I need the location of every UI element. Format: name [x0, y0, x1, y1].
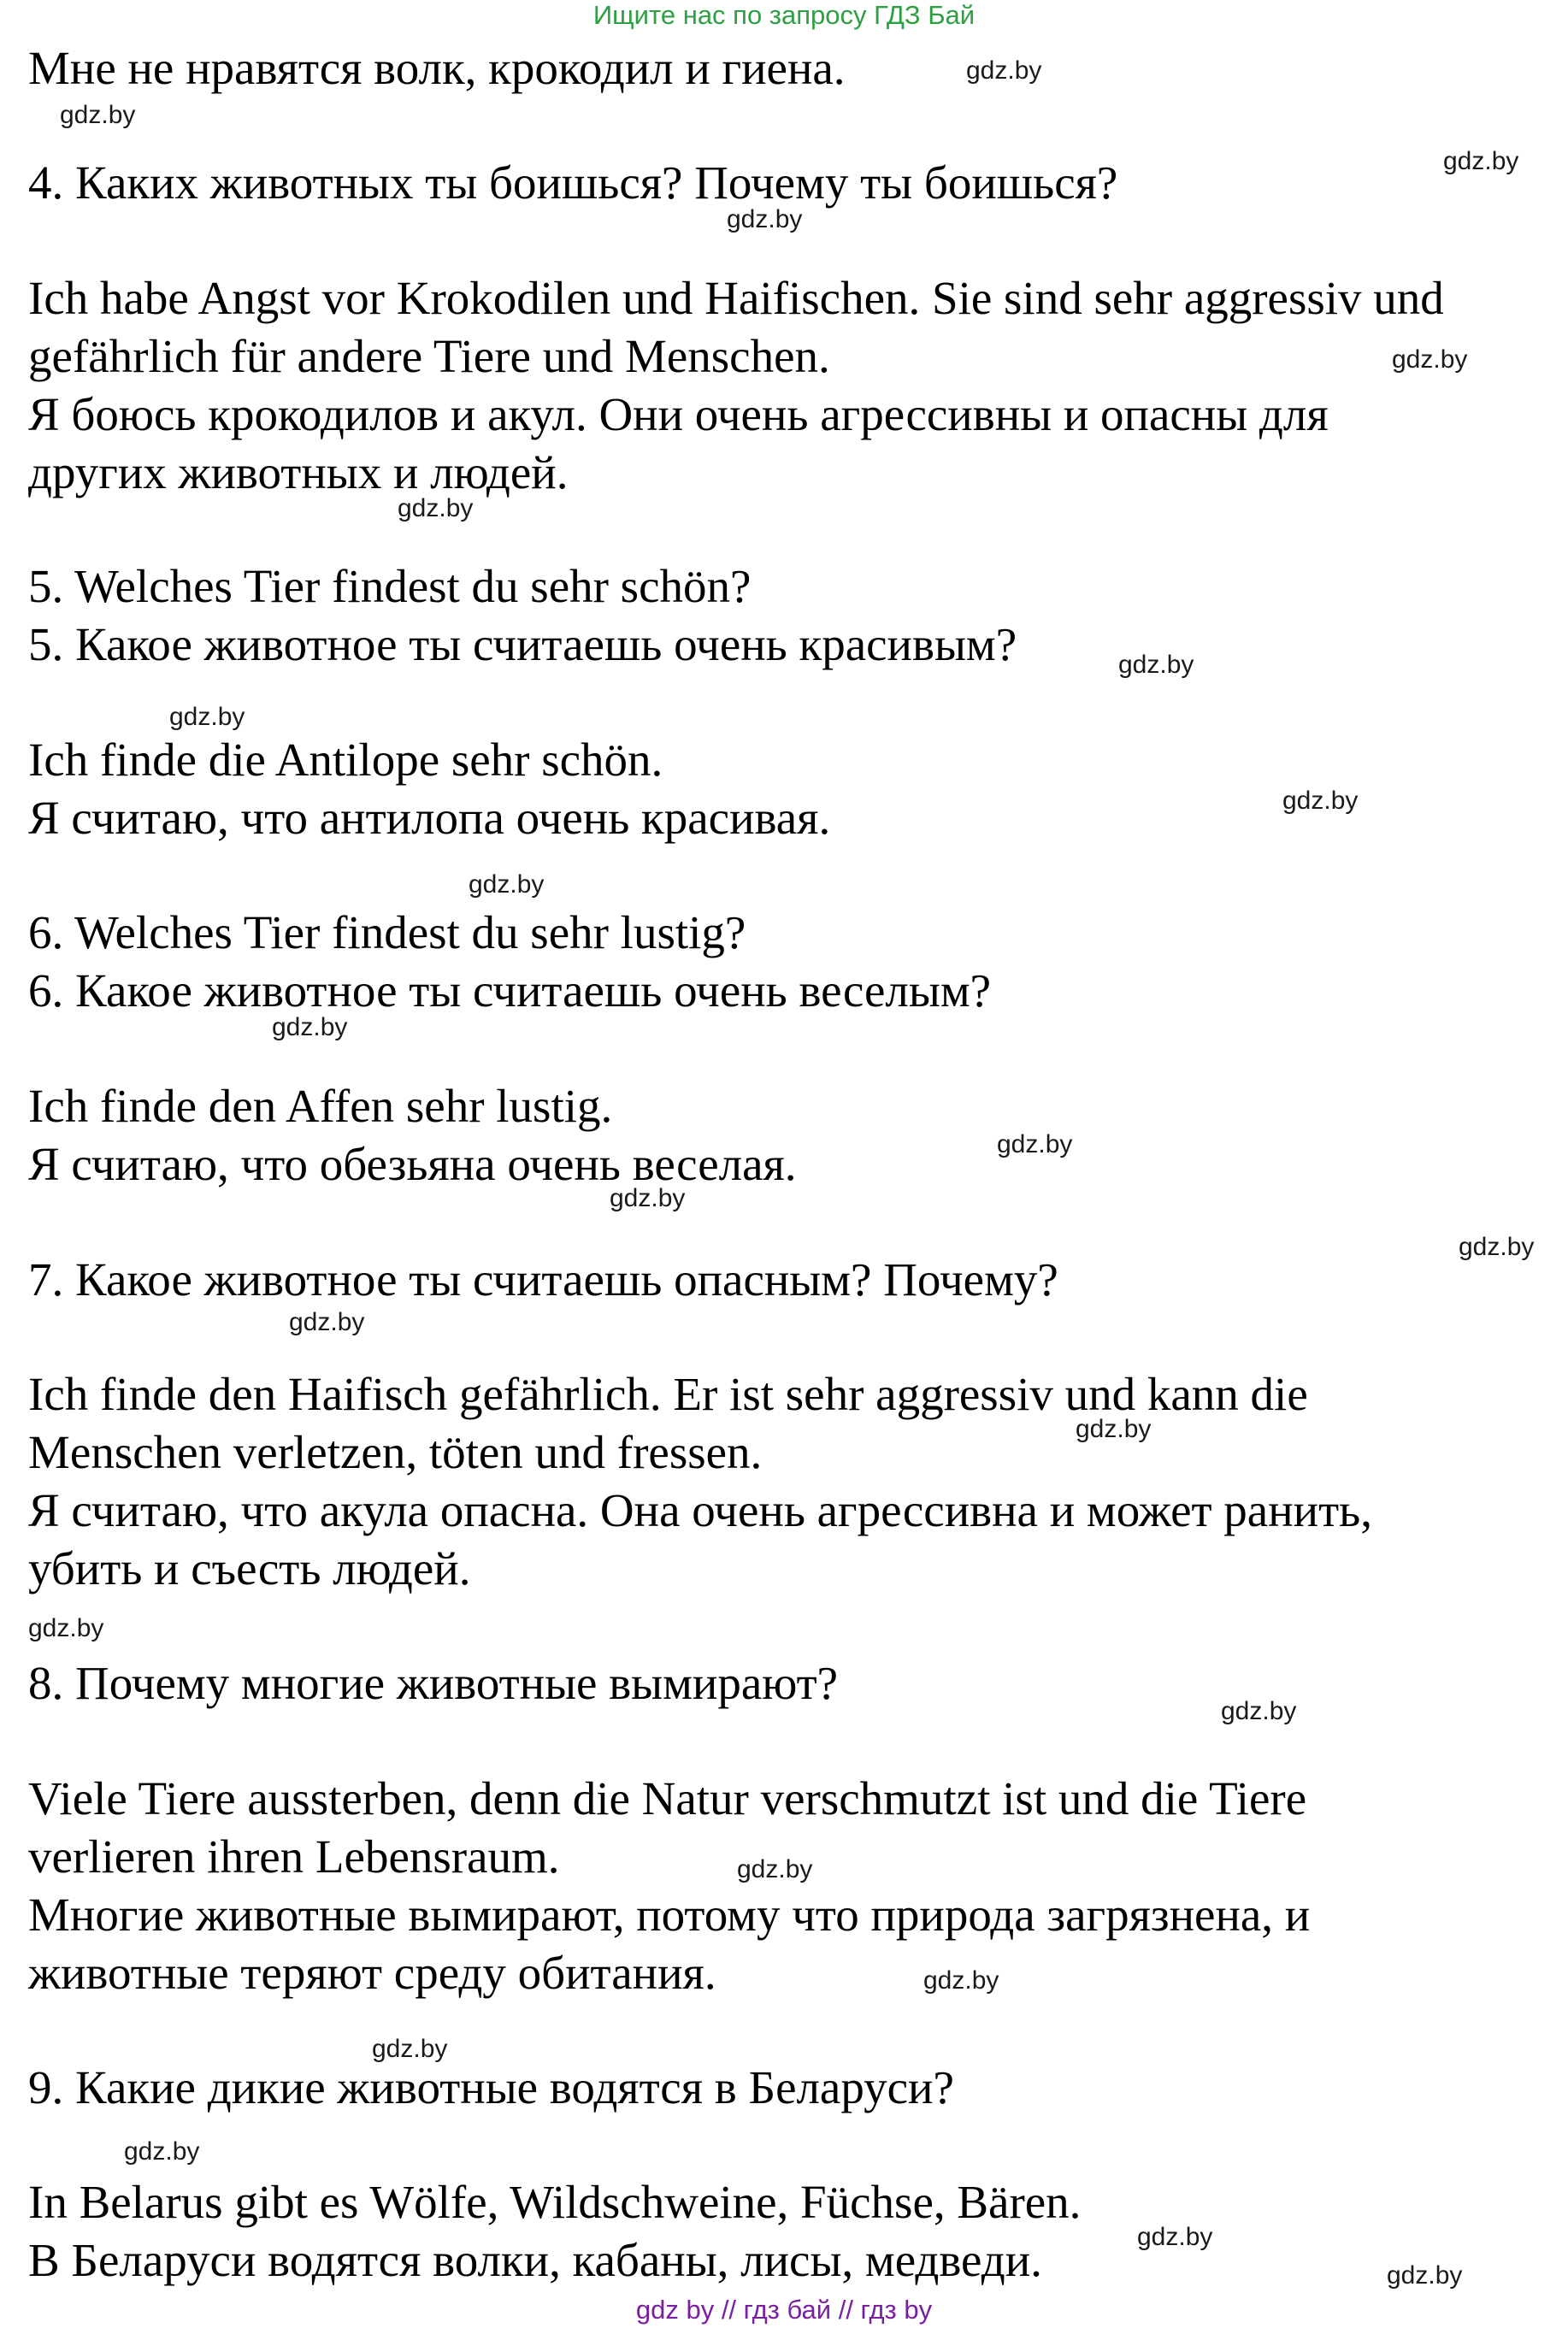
footer-links: gdz by // гдз бай // гдз by: [635, 2295, 933, 2325]
answer-line: Я считаю, что акула опасна. Она очень агрессивна и может ранить,: [28, 1484, 1372, 1536]
top-banner: Ищите нас по запросу ГДЗ Бай: [592, 0, 976, 30]
watermark: gdz.by: [1137, 2223, 1213, 2251]
answer-line: других животных и людей.: [28, 446, 569, 498]
answer-line: gefährlich für andere Tiere und Menschen.: [28, 330, 830, 382]
answer-line: Menschen verletzen, töten und fressen.: [28, 1426, 763, 1478]
watermark: gdz.by: [1282, 787, 1359, 815]
watermark: gdz.by: [966, 56, 1042, 85]
watermark: gdz.by: [272, 1013, 348, 1041]
watermark: gdz.by: [169, 703, 245, 731]
answer-line: Ich finde die Antilope sehr schön.: [28, 734, 663, 786]
watermark: gdz.by: [1076, 1415, 1152, 1443]
watermark: gdz.by: [60, 101, 136, 129]
watermark: gdz.by: [28, 1614, 104, 1642]
question-line: 8. Почему многие животные вымирают?: [28, 1657, 839, 1709]
question-line: 6. Welches Tier findest du sehr lustig?: [28, 906, 746, 958]
watermark: gdz.by: [997, 1130, 1073, 1158]
watermark: gdz.by: [124, 2137, 200, 2166]
answer-line: животные теряют среду обитания.: [28, 1947, 716, 1999]
watermark: gdz.by: [737, 1855, 813, 1883]
watermark: gdz.by: [610, 1184, 686, 1212]
watermark: gdz.by: [1118, 651, 1194, 679]
watermark: gdz.by: [727, 205, 803, 233]
answer-line: Viele Tiere aussterben, denn die Natur verschmutzt ist und die Tiere: [28, 1772, 1307, 1824]
question-line: 6. Какое животное ты считаешь очень веселым?: [28, 964, 992, 1017]
question-line: 7. Какое животное ты считаешь опасным? Почему?: [28, 1253, 1058, 1306]
answer-line: Я считаю, что антилопа очень красивая.: [28, 792, 831, 844]
watermark: gdz.by: [289, 1308, 365, 1336]
answer-line: Я считаю, что обезьяна очень веселая.: [28, 1138, 797, 1190]
watermark: gdz.by: [1443, 147, 1519, 175]
answer-line: In Belarus gibt es Wölfe, Wildschweine, Füchse, Bären.: [28, 2176, 1082, 2228]
question-line: 5. Welches Tier findest du sehr schön?: [28, 560, 752, 612]
answer-line: Ich finde den Affen sehr lustig.: [28, 1080, 613, 1132]
watermark: gdz.by: [1387, 2261, 1463, 2290]
watermark: gdz.by: [372, 2035, 448, 2063]
answer-line: Я боюсь крокодилов и акул. Они очень агрессивны и опасны для: [28, 388, 1329, 440]
answer-line: Ich finde den Haifisch gefährlich. Er ist sehr aggressiv und kann die: [28, 1368, 1308, 1420]
watermark: gdz.by: [923, 1966, 999, 1995]
answer-line: убить и съесть людей.: [28, 1542, 471, 1594]
watermark: gdz.by: [1221, 1697, 1297, 1725]
answer-line: Ich habe Angst vor Krokodilen und Haifischen. Sie sind sehr aggressiv und: [28, 272, 1444, 324]
watermark: gdz.by: [398, 494, 474, 522]
watermark: gdz.by: [1392, 345, 1468, 374]
answer-line: verlieren ihren Lebensraum.: [28, 1830, 560, 1883]
watermark: gdz.by: [1459, 1233, 1535, 1261]
watermark: gdz.by: [469, 870, 545, 899]
answer-line: Многие животные вымирают, потому что природа загрязнена, и: [28, 1889, 1311, 1941]
question-line: 4. Каких животных ты боишься? Почему ты боишься?: [28, 156, 1118, 209]
question-line: 5. Какое животное ты считаешь очень красивым?: [28, 618, 1017, 670]
question-line: 9. Какие дикие животные водятся в Беларуси?: [28, 2061, 954, 2113]
answer-line: Мне не нравятся волк, крокодил и гиена.: [28, 42, 846, 94]
answer-line: В Беларуси водятся волки, кабаны, лисы, медведи.: [28, 2234, 1042, 2286]
